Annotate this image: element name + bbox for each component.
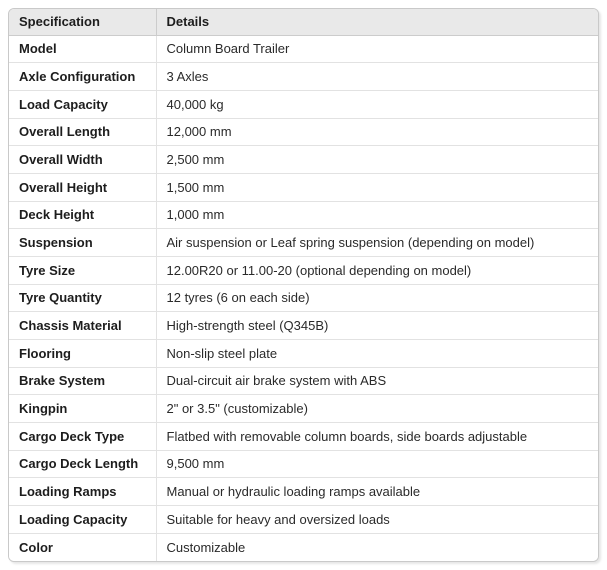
detail-cell: 40,000 kg: [156, 90, 598, 118]
spec-cell: Chassis Material: [9, 312, 156, 340]
detail-cell: 9,500 mm: [156, 450, 598, 478]
detail-cell: 12.00R20 or 11.00-20 (optional depending on model): [156, 256, 598, 284]
detail-cell: 3 Axles: [156, 63, 598, 91]
table-row: [9, 478, 598, 506]
spec-cell: Cargo Deck Type: [9, 422, 156, 450]
spec-cell: Tyre Size: [9, 256, 156, 284]
table-row: [9, 256, 598, 284]
detail-cell: 12 tyres (6 on each side): [156, 284, 598, 312]
spec-cell: Overall Length: [9, 118, 156, 146]
spec-cell: Color: [9, 533, 156, 561]
spec-table-body: [9, 35, 598, 561]
header-cell-details: Details: [156, 9, 598, 35]
spec-cell: Suspension: [9, 229, 156, 257]
header-row: [9, 9, 598, 35]
spec-cell: Tyre Quantity: [9, 284, 156, 312]
spec-cell: Overall Width: [9, 146, 156, 174]
detail-cell: 1,500 mm: [156, 173, 598, 201]
table-row: [9, 229, 598, 257]
table-row: [9, 367, 598, 395]
detail-cell: High-strength steel (Q345B): [156, 312, 598, 340]
spec-cell: Deck Height: [9, 201, 156, 229]
table-row: [9, 35, 598, 63]
table-row: [9, 201, 598, 229]
spec-cell: Overall Height: [9, 173, 156, 201]
specification-table: [8, 8, 599, 562]
table-row: [9, 422, 598, 450]
table-row: [9, 533, 598, 561]
spec-cell: Cargo Deck Length: [9, 450, 156, 478]
table-row: [9, 146, 598, 174]
detail-cell: Flatbed with removable column boards, side boards adjustable: [156, 422, 598, 450]
spec-cell: Flooring: [9, 339, 156, 367]
spec-cell: Loading Ramps: [9, 478, 156, 506]
table-row: [9, 450, 598, 478]
table-row: [9, 118, 598, 146]
detail-cell: Non-slip steel plate: [156, 339, 598, 367]
detail-cell: 2" or 3.5" (customizable): [156, 395, 598, 423]
detail-cell: Customizable: [156, 533, 598, 561]
spec-cell: Model: [9, 35, 156, 63]
spec-table-header: [9, 9, 598, 35]
detail-cell: 1,000 mm: [156, 201, 598, 229]
spec-cell: Load Capacity: [9, 90, 156, 118]
detail-cell: Suitable for heavy and oversized loads: [156, 505, 598, 533]
header-cell-specification: Specification: [9, 9, 156, 35]
detail-cell: 12,000 mm: [156, 118, 598, 146]
table-row: [9, 312, 598, 340]
spec-cell: Kingpin: [9, 395, 156, 423]
detail-cell: Air suspension or Leaf spring suspension (depending on model): [156, 229, 598, 257]
detail-cell: Column Board Trailer: [156, 35, 598, 63]
spec-cell: Axle Configuration: [9, 63, 156, 91]
spec-cell: Brake System: [9, 367, 156, 395]
table-row: [9, 90, 598, 118]
table-row: [9, 173, 598, 201]
table-row: [9, 339, 598, 367]
table-row: [9, 63, 598, 91]
detail-cell: Manual or hydraulic loading ramps available: [156, 478, 598, 506]
spec-table: [9, 9, 598, 561]
table-row: [9, 395, 598, 423]
table-row: [9, 505, 598, 533]
table-row: [9, 284, 598, 312]
detail-cell: 2,500 mm: [156, 146, 598, 174]
detail-cell: Dual-circuit air brake system with ABS: [156, 367, 598, 395]
spec-cell: Loading Capacity: [9, 505, 156, 533]
